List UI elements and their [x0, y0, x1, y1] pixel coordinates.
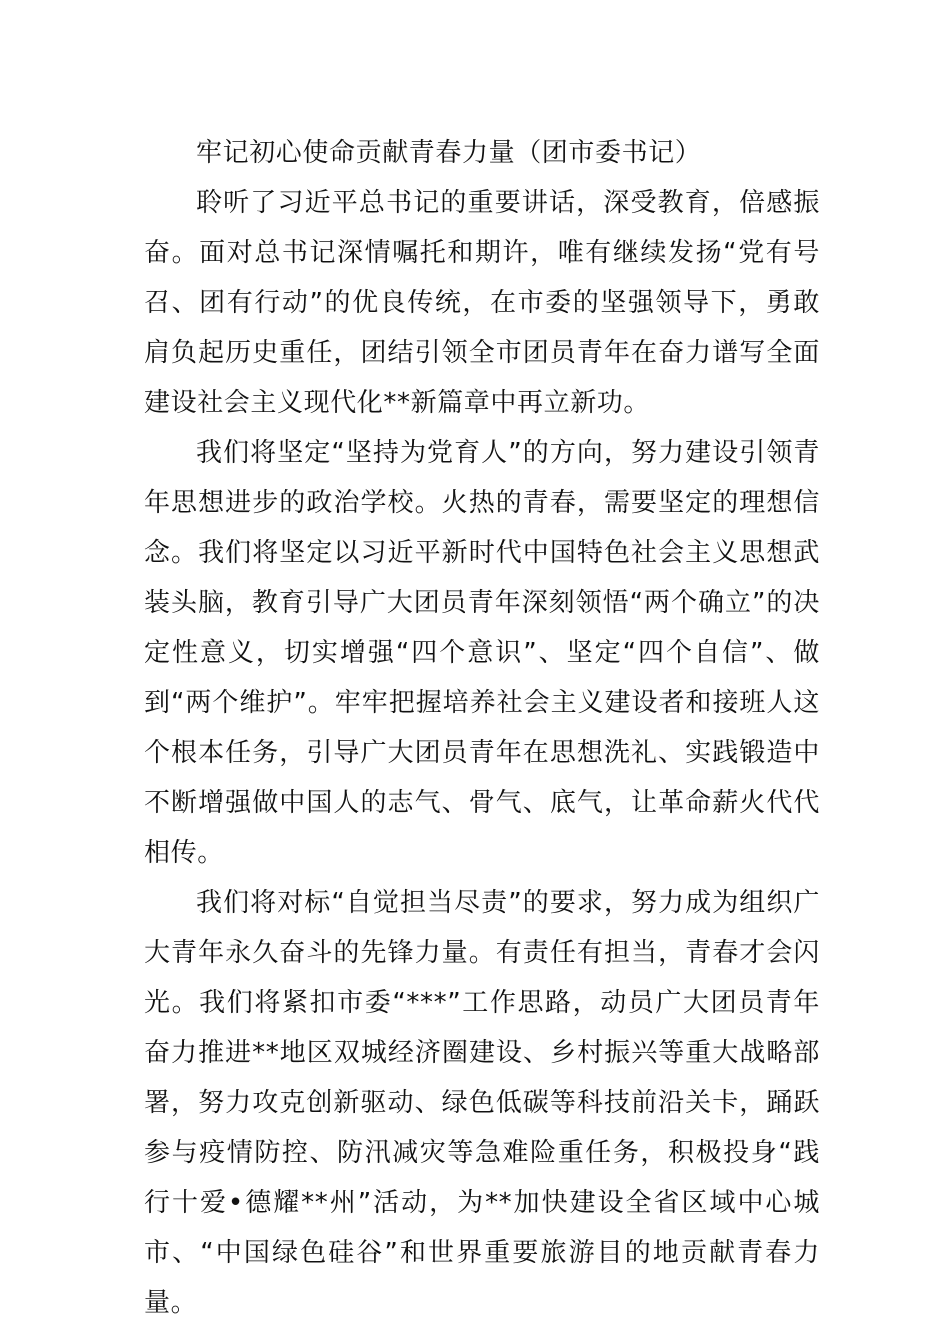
paragraph-1: 聆听了习近平总书记的重要讲话，深受教育，倍感振奋。面对总书记深情嘱托和期许，唯有继续发扬“党有号召、团有行动”的优良传统，在市委的坚强领导下，勇敢肩负起历史重任，团结引领全市团员青年在奋力谱写全面建设社会主义现代化**新篇章中再立新功。 — [144, 188, 820, 418]
document-title: 牢记初心使命贡献青春力量（团市委书记） — [196, 138, 702, 168]
paragraph-3: 我们将对标“自觉担当尽责”的要求，努力成为组织广大青年永久奋斗的先锋力量。有责任有担当，青春才会闪光。我们将紧扣市委“***”工作思路，动员广大团员青年奋力推进**地区双城经济圈建设、乡村振兴等重大战略部署，努力攻克创新驱动、绿色低碳等科技前沿关卡，踊跃参与疫情防控、防汛减灾等急难险重任务，积极投身“践行十爱•德耀**州”活动，为**加快建设全省区域中心城市、“中国绿色硅谷”和世界重要旅游目的地贡献青春力量。 — [144, 888, 820, 1318]
document-body — [144, 128, 820, 1328]
paragraph-2: 我们将坚定“坚持为党育人”的方向，努力建设引领青年思想进步的政治学校。火热的青春，需要坚定的理想信念。我们将坚定以习近平新时代中国特色社会主义思想武装头脑，教育引导广大团员青年深刻领悟“两个确立”的决定性意义，切实增强“四个意识”、坚定“四个自信”、做到“两个维护”。牢牢把握培养社会主义建设者和接班人这个根本任务，引导广大团员青年在思想洗礼、实践锻造中不断增强做中国人的志气、骨气、底气，让革命薪火代代相传。 — [144, 438, 820, 868]
